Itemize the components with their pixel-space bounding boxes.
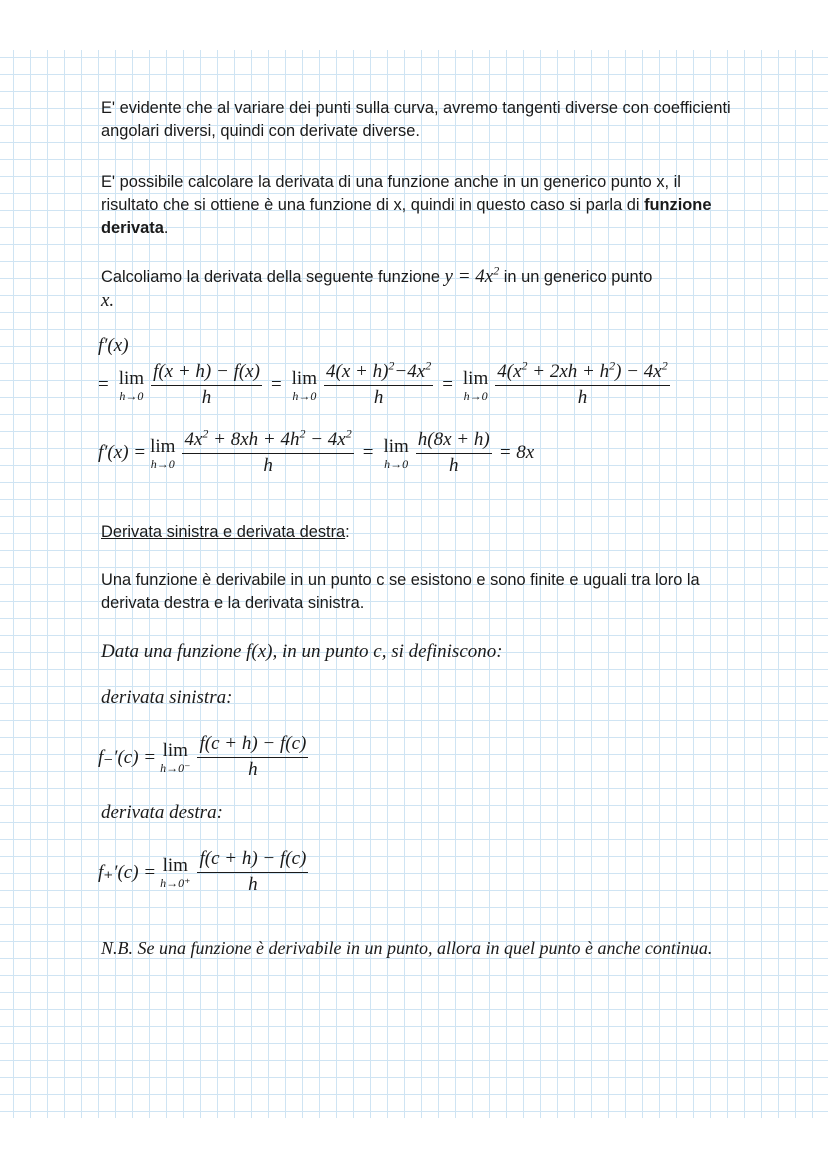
exponent: 2 [609, 358, 616, 373]
eq1-lhs-text: f′(x) [98, 335, 129, 356]
lim-sub: h→0⁻ [160, 760, 191, 775]
lim-sub: h→0 [119, 388, 144, 403]
term: + 2xh + h [527, 361, 610, 382]
lim-word: lim [118, 367, 145, 389]
lim-sub: h→0 [384, 456, 409, 471]
exponent: 2 [521, 358, 528, 373]
exponent: 2 [388, 358, 395, 373]
exponent: 2 [345, 426, 352, 441]
numerator: h(8x + h) [416, 429, 492, 454]
lim-word: lim [162, 854, 188, 876]
exponent: 2 [202, 426, 209, 441]
eq1-fraction-1 [151, 361, 262, 409]
eq2-fraction-2 [416, 429, 492, 477]
lim-word: lim [162, 739, 188, 761]
lim-word: lim [462, 367, 489, 389]
formula-base: y = 4x [444, 266, 494, 287]
paragraph-funzione-derivata [101, 171, 741, 240]
eq1-fraction-3 [495, 358, 669, 409]
eq1-equals: = [98, 374, 109, 395]
numerator: f(c + h) − f(c) [197, 733, 308, 758]
inline-variable: x. [101, 290, 115, 311]
numerator [495, 358, 669, 386]
term: + 8xh + 4h [208, 429, 300, 450]
numerator: f(x + h) − f(x) [151, 361, 262, 386]
eq1-limit-1 [119, 369, 144, 402]
eq1-fraction-2 [324, 358, 433, 409]
denominator: h [448, 455, 459, 476]
eq-right-fraction [197, 848, 308, 896]
denominator: h [263, 455, 273, 476]
bold-term: funzione derivata [101, 196, 712, 237]
heading-text: Derivata sinistra e derivata destra [101, 523, 346, 541]
paragraph-calcoliamo [101, 265, 741, 313]
numerator: f(c + h) − f(c) [197, 848, 308, 873]
lim-word: lim [383, 435, 409, 457]
equation-1-lhs [98, 335, 129, 357]
eq2-result: = 8x [498, 442, 535, 463]
exponent: 2 [425, 358, 432, 373]
lim-sub: h→0 [150, 456, 175, 471]
paragraph-derivabile: Una funzione è derivabile in un punto c se esistono e sono finite e uguali tra loro la derivata destra e la derivata sinistra. [101, 571, 700, 612]
denominator: h [248, 759, 258, 780]
eq1-equals: = [442, 374, 453, 395]
eq-right-limit [160, 856, 190, 889]
term: −4x [394, 361, 426, 382]
denominator: h [577, 387, 588, 408]
equation-1 [98, 358, 673, 409]
note-nb: N.B. Se una funzione è derivabile in un punto, allora in quel punto è anche continua. [101, 938, 713, 958]
page-top-margin [0, 0, 828, 50]
paragraph-definizione: Data una funzione f(x), in un punto c, si definiscono: [101, 641, 503, 662]
eq2-equals: = [362, 442, 374, 463]
equation-right-derivative [98, 848, 311, 896]
lim-word: lim [291, 367, 317, 389]
inline-formula [444, 263, 500, 287]
exponent: 2 [661, 358, 668, 373]
paragraph-text-2: in un generico punto [503, 268, 653, 286]
lim-sub: h→0 [463, 388, 488, 403]
term: 4(x [497, 361, 522, 382]
term: ) − 4x [615, 361, 662, 382]
eq1-limit-3 [463, 369, 488, 402]
label-derivata-destra: derivata destra: [101, 802, 223, 823]
eq2-fraction-1 [182, 426, 353, 477]
term: − 4x [305, 429, 346, 450]
lim-word: lim [150, 435, 176, 457]
numerator [182, 426, 353, 454]
paragraph-end: . [163, 219, 169, 237]
eq2-limit-1 [150, 437, 175, 470]
formula-exponent: 2 [493, 263, 500, 278]
paragraph-text: Calcoliamo la derivata della seguente funzione [101, 268, 440, 286]
heading-colon: : [345, 523, 350, 541]
eq1-limit-2 [292, 369, 317, 402]
section-heading [101, 521, 741, 544]
equation-left-derivative [98, 733, 311, 781]
paragraph-tangenti: E' evidente che al variare dei punti sulla curva, avremo tangenti diverse con coefficienti angolari diversi, quindi con derivate diverse. [101, 99, 731, 140]
term: 4(x + h) [326, 361, 389, 382]
exponent: 2 [299, 426, 306, 441]
label-derivata-sinistra: derivata sinistra: [101, 687, 233, 708]
page-bottom-margin [0, 1118, 828, 1171]
eq-left-fraction [197, 733, 308, 781]
eq-left-limit [160, 741, 190, 774]
paragraph-text: E' possibile calcolare la derivata di una funzione anche in un generico punto x, il risultato che si ottiene è una funzione di x, quindi in questo caso si parla di [101, 173, 681, 214]
eq2-lhs: f′(x) = [98, 442, 147, 463]
denominator: h [248, 874, 258, 895]
eq-right-lhs: f₊′(c) = [98, 861, 157, 883]
lim-sub: h→0 [292, 388, 317, 403]
denominator: h [373, 387, 384, 408]
term: 4x [184, 429, 203, 450]
denominator: h [201, 387, 212, 408]
eq-left-lhs: f₋′(c) = [98, 746, 157, 768]
eq1-equals: = [270, 374, 282, 395]
lim-sub: h→0⁺ [160, 875, 191, 890]
eq2-limit-2 [383, 437, 408, 470]
equation-2 [98, 426, 535, 477]
numerator [324, 358, 433, 386]
